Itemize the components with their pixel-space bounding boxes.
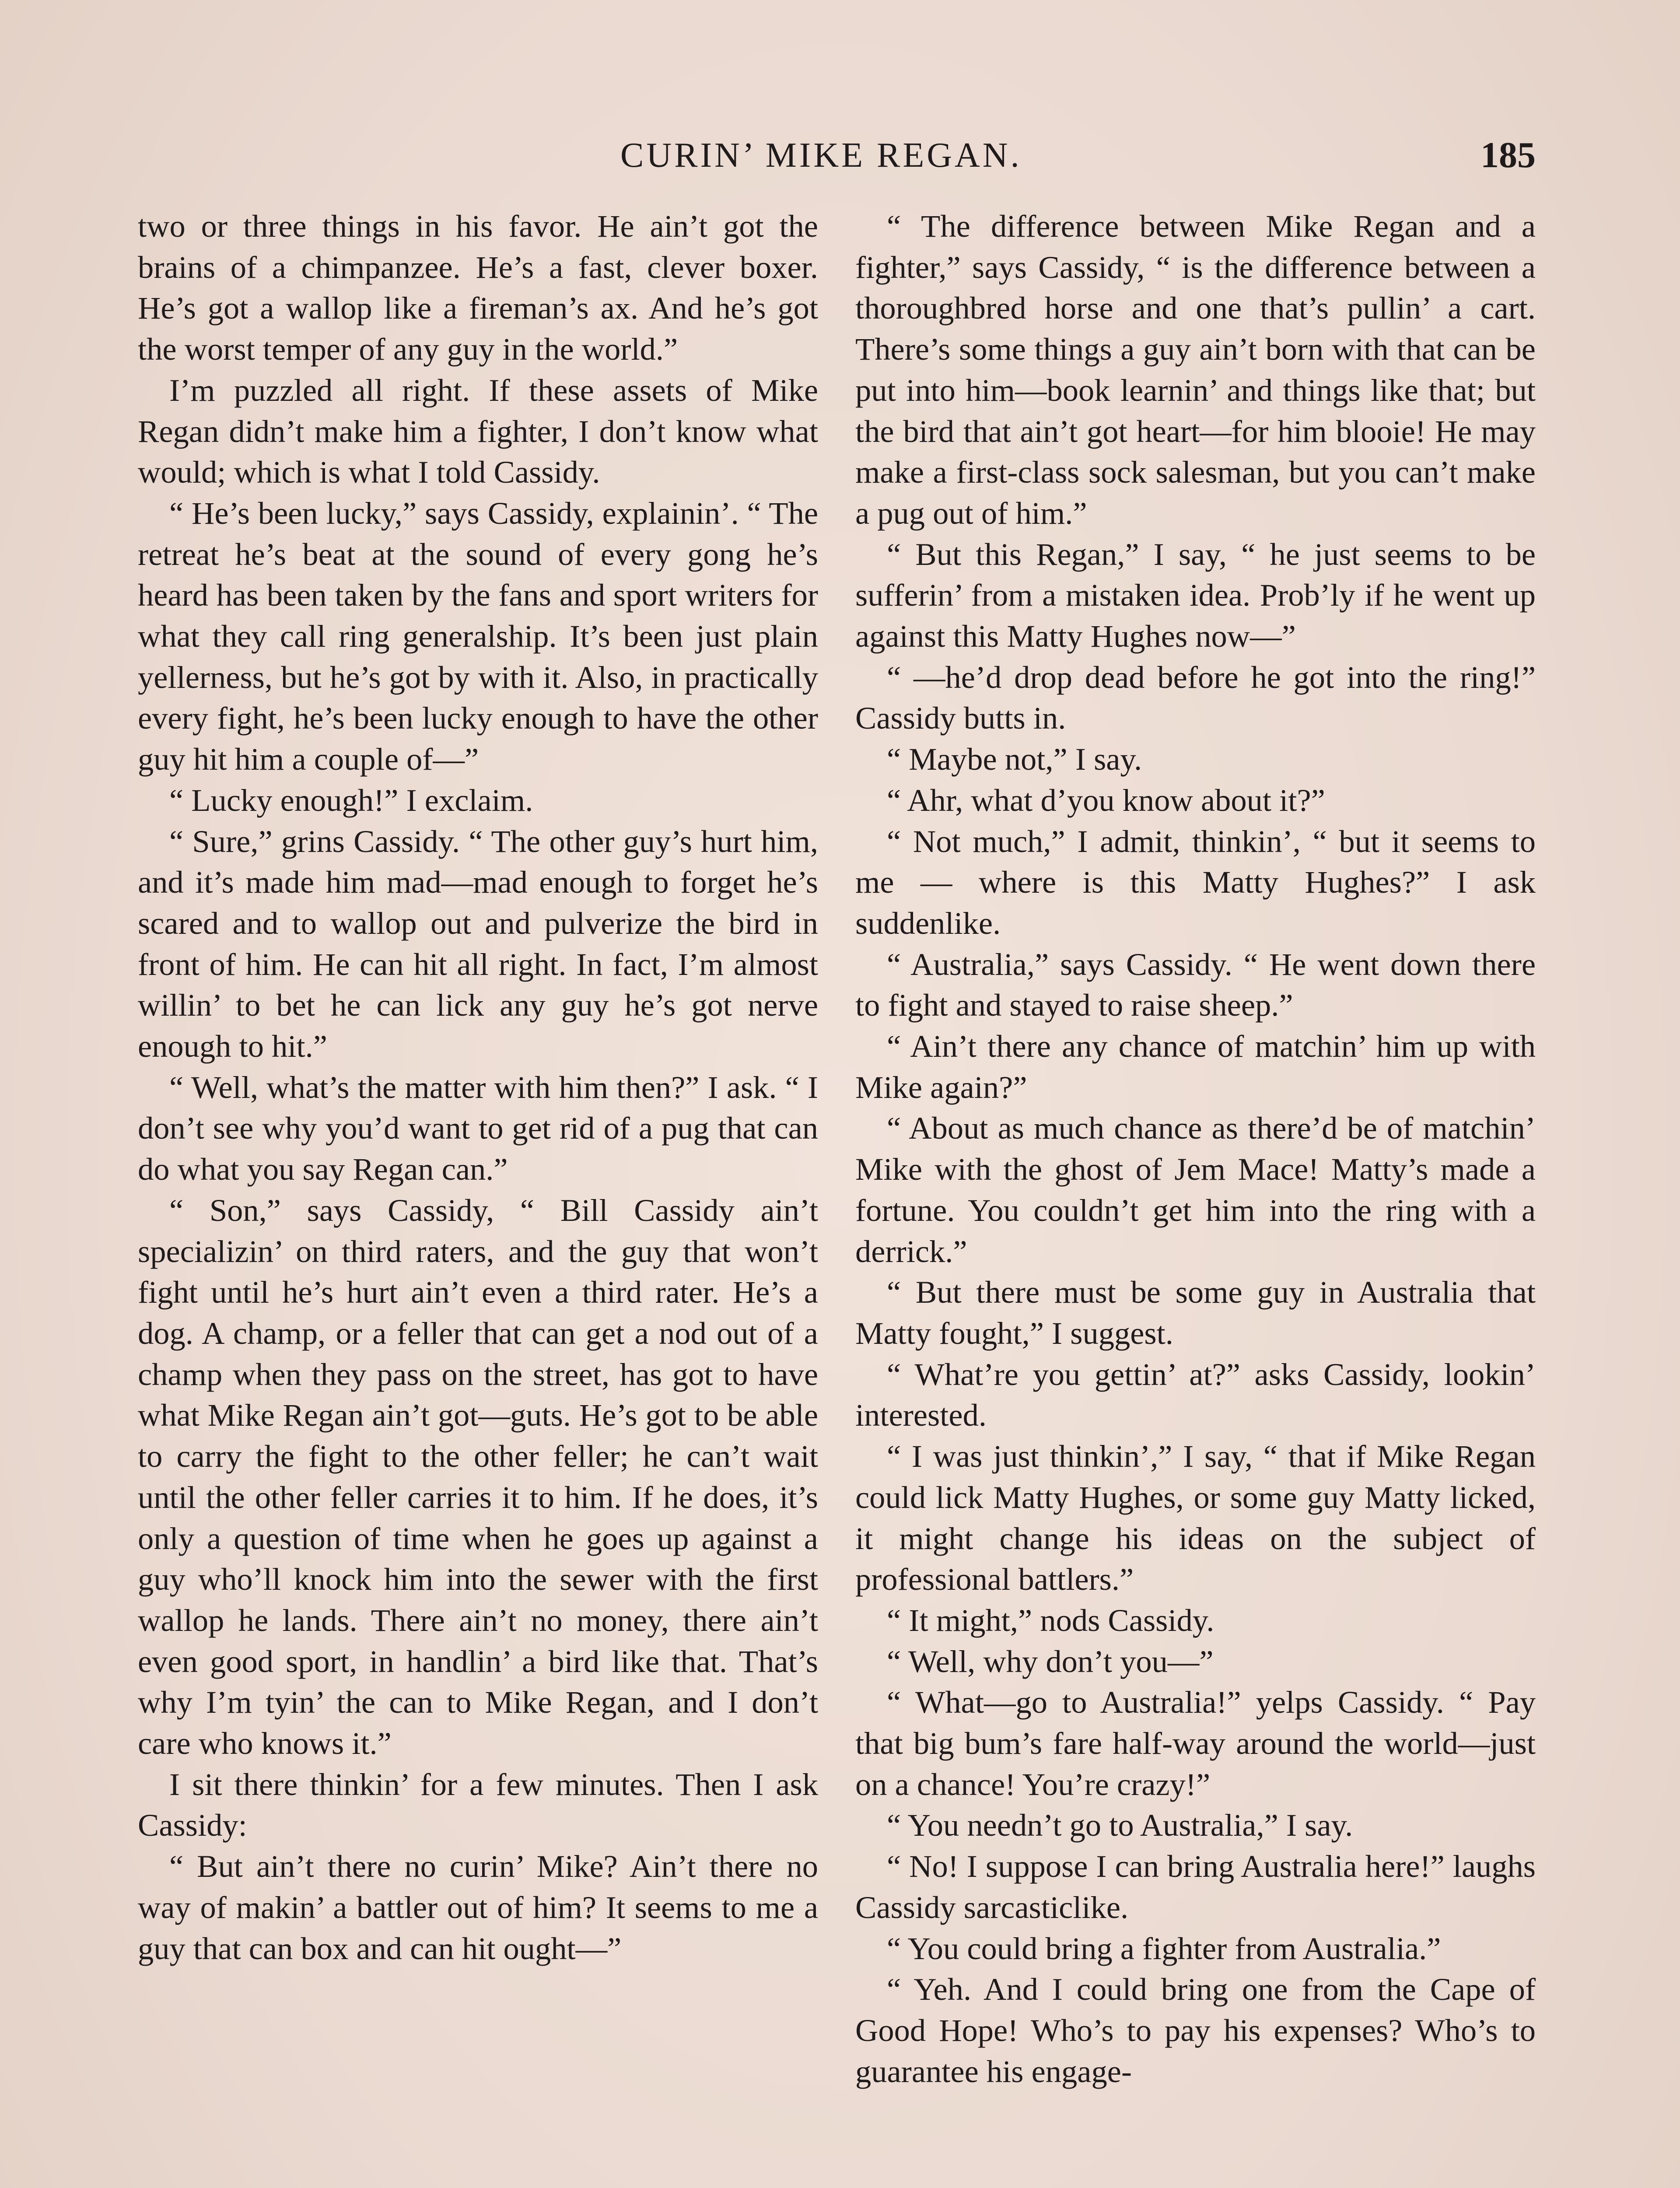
paragraph: “ But this Regan,” I say, “ he just seems to be sufferin’ from a mistaken idea. Prob’ly if he went up against this Matty Hughes now—”	[855, 536, 1536, 654]
paragraph: “ Australia,” says Cassidy. “ He went down there to fight and stayed to raise sheep.”	[855, 946, 1536, 1023]
paragraph: “ You could bring a fighter from Australia.”	[887, 1930, 1441, 1966]
paragraph: “ But ain’t there no curin’ Mike? Ain’t there no way of makin’ a battler out of him? It seems to me a guy that can box and can hit ought—”	[138, 1848, 818, 1966]
paragraph: “ Sure,” grins Cassidy. “ The other guy’s hurt him, and it’s made him mad—mad enough to forget he’s scared and to wallop out and pulverize the bird in front of him. He can hit all right. In fact, I’m almost willin’ to bet he can lick any guy he’s got nerve enough to hit.”	[138, 823, 818, 1064]
paragraph: “ Ahr, what d’you know about it?”	[887, 782, 1325, 818]
paragraph: “ The difference between Mike Regan and a fighter,” says Cassidy, “ is the difference between a thoroughbred horse and one that’s pullin’ a cart. There’s some things a guy ain’t born with that can be put into him—book learnin’ and things like that; but the bird that ain’t got heart—for him blooie! He may make a first-class sock salesman, but you can’t make a pug out of him.”	[855, 208, 1536, 531]
paragraph: “ He’s been lucky,” says Cassidy, explainin’. “ The retreat he’s beat at the sound of every gong he’s heard has been taken by the fans and sport writers for what they call ring generalship. It’s been just plain yellerness, but he’s got by with it. Also, in practically every fight, he’s been lucky enough to have the other guy hit him a couple of—”	[138, 495, 818, 777]
paragraph: “ What—go to Australia!” yelps Cassidy. “ Pay that big bum’s fare half-way around the world—just on a chance! You’re crazy!”	[855, 1684, 1536, 1802]
paragraph: “ What’re you gettin’ at?” asks Cassidy, lookin’ interested.	[855, 1356, 1536, 1433]
running-head: CURIN’ MIKE REGAN.	[620, 136, 1022, 175]
paragraph: “ Son,” says Cassidy, “ Bill Cassidy ain’t specializin’ on third raters, and the guy that won’t fight until he’s hurt ain’t even a third rater. He’s a dog. A champ, or a feller that can get a nod out of a champ when they pass on the street, has got to have what Mike Regan ain’t got—guts. He’s got to be able to carry the fight to the other feller; he can’t wait until the other feller carries it to him. If he does, it’s only a question of time when he goes up against a guy who’ll knock him into the sewer with the first wallop he lands. There ain’t no money, there ain’t even good sport, in handlin’ a bird like that. That’s why I’m tyin’ the can to Mike Regan, and I don’t care who knows it.”	[138, 1192, 818, 1761]
paragraph: “ About as much chance as there’d be of matchin’ Mike with the ghost of Jem Mace! Matty’s made a fortune. You couldn’t get him into the ring with a derrick.”	[855, 1110, 1536, 1269]
paragraph: “ —he’d drop dead before he got into the ring!” Cassidy butts in.	[855, 659, 1536, 736]
page-number: 185	[1480, 135, 1536, 175]
paragraph: two or three things in his favor. He ain’t got the brains of a chimpanzee. He’s a fast, clever boxer. He’s got a wallop like a fireman’s ax. And he’s got the worst temper of any guy in the world.”	[138, 208, 818, 367]
paragraph: “ Not much,” I admit, thinkin’, “ but it seems to me — where is this Matty Hughes?” I ask suddenlike.	[855, 823, 1536, 941]
left-column	[138, 206, 818, 1969]
paragraph: I sit there thinkin’ for a few minutes. Then I ask Cassidy:	[138, 1766, 818, 1843]
paragraph: “ You needn’t go to Australia,” I say.	[887, 1807, 1353, 1843]
paragraph: “ It might,” nods Cassidy.	[887, 1602, 1214, 1638]
paragraph: “ I was just thinkin’,” I say, “ that if Mike Regan could lick Matty Hughes, or some guy Matty licked, it might change his ideas on the subject of professional battlers.”	[855, 1438, 1536, 1597]
paragraph: “ Well, what’s the matter with him then?” I ask. “ I don’t see why you’d want to get rid of a pug that can do what you say Regan can.”	[138, 1069, 818, 1187]
paragraph: “ Lucky enough!” I exclaim.	[169, 782, 533, 818]
paragraph: “ Well, why don’t you—”	[887, 1643, 1214, 1679]
paragraph: “ Maybe not,” I say.	[887, 741, 1142, 777]
paragraph: “ No! I suppose I can bring Australia here!” laughs Cassidy sarcasticlike.	[855, 1848, 1536, 1925]
paragraph: “ But there must be some guy in Australia that Matty fought,” I suggest.	[855, 1274, 1536, 1351]
paragraph: “ Ain’t there any chance of matchin’ him up with Mike again?”	[855, 1028, 1536, 1105]
right-column	[855, 206, 1536, 2092]
paragraph: “ Yeh. And I could bring one from the Cape of Good Hope! Who’s to pay his expenses? Who’s to guarantee his engage-	[855, 1971, 1536, 2089]
paragraph: I’m puzzled all right. If these assets of Mike Regan didn’t make him a fighter, I don’t know what would; which is what I told Cassidy.	[138, 372, 818, 490]
page-header	[0, 131, 1680, 179]
